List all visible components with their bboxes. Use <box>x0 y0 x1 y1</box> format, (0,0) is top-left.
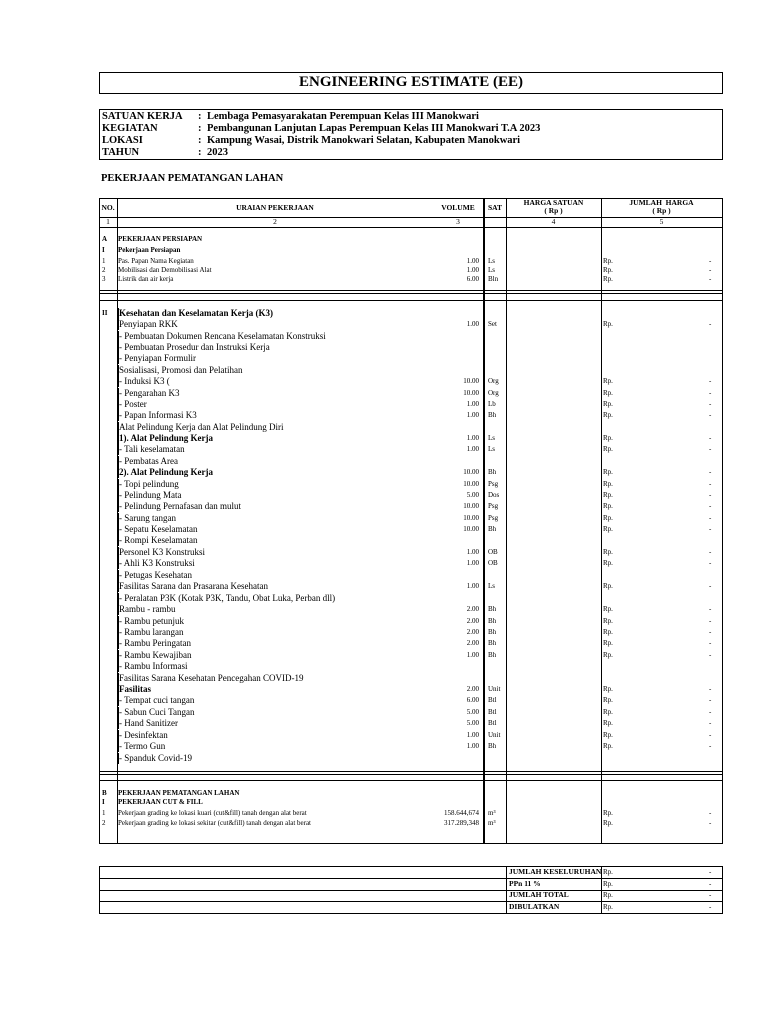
summary-amount: - <box>709 891 712 899</box>
row-volume: 317.289,348 <box>444 819 479 827</box>
row-amount: - <box>709 266 712 274</box>
row-volume: 2.00 <box>466 685 479 693</box>
row-volume: 1.00 <box>466 320 479 328</box>
row-number: 1 <box>102 257 106 265</box>
row-unit: Ls <box>488 582 495 590</box>
row-number: I <box>102 798 105 806</box>
row-description: 2). Alat Pelindung Kerja <box>119 467 213 477</box>
row-currency: Rp. <box>603 400 613 408</box>
row-unit: Bh <box>488 628 497 636</box>
row-volume: 2.00 <box>466 639 479 647</box>
summary-amount: - <box>709 879 712 888</box>
info-colon: : <box>198 123 202 134</box>
row-currency: Rp. <box>603 548 613 556</box>
row-currency: Rp. <box>603 742 613 750</box>
row-volume: 2.00 <box>466 617 479 625</box>
row-currency: Rp. <box>603 617 613 625</box>
summary-label: JUMLAH TOTAL <box>509 890 569 899</box>
info-label: KEGIATAN <box>102 123 158 134</box>
row-amount: - <box>709 320 712 328</box>
row-description: - Sepatu Keselamatan <box>119 524 198 534</box>
row-unit: Bh <box>488 651 497 659</box>
row-number: II <box>102 309 108 317</box>
row-volume: 6.00 <box>466 696 479 704</box>
header-harga-satuan: HARGA SATUAN ( Rp ) <box>523 198 584 215</box>
row-currency: Rp. <box>603 266 613 274</box>
row-volume: 1.00 <box>466 411 479 419</box>
header-divider <box>99 227 723 228</box>
section-divider <box>99 774 723 775</box>
row-unit: Btl <box>488 696 497 704</box>
row-volume: 1.00 <box>466 548 479 556</box>
row-amount: - <box>709 628 712 636</box>
row-unit: Bh <box>488 525 497 533</box>
row-description: - Pengarahan K3 <box>119 388 180 398</box>
row-volume: 1.00 <box>466 400 479 408</box>
row-description: - Penyiapan Formulir <box>119 353 196 363</box>
row-currency: Rp. <box>603 605 613 613</box>
column-divider <box>506 198 507 844</box>
row-volume: 2.00 <box>466 628 479 636</box>
row-amount: - <box>709 651 712 659</box>
row-currency: Rp. <box>603 719 613 727</box>
header-jumlah-harga: JUMLAH HARGA ( Rp ) <box>629 198 694 215</box>
header-uraian: URAIAN PEKERJAAN <box>236 203 314 212</box>
row-currency: Rp. <box>603 491 613 499</box>
row-description: - Rambu larangan <box>119 627 184 637</box>
row-unit: Ls <box>488 266 495 274</box>
row-currency: Rp. <box>603 582 613 590</box>
row-amount: - <box>709 605 712 613</box>
row-currency: Rp. <box>603 514 613 522</box>
row-currency: Rp. <box>603 639 613 647</box>
row-volume: 158.644,674 <box>444 809 479 817</box>
info-value: Kampung Wasai, Distrik Manokwari Selatan, Kabupaten Manokwari <box>207 135 521 146</box>
row-unit: Ls <box>488 445 495 453</box>
row-unit: Bh <box>488 742 497 750</box>
row-description: Fasilitas <box>119 684 152 694</box>
row-currency: Rp. <box>603 468 613 476</box>
row-volume: 10.00 <box>463 525 479 533</box>
row-description: Kesehatan dan Keselamatan Kerja (K3) <box>119 308 273 318</box>
summary-amount: - <box>709 868 712 876</box>
summary-border-top <box>99 866 723 867</box>
row-currency: Rp. <box>603 819 613 827</box>
row-description: Listrik dan air kerja <box>118 275 174 283</box>
table-border-left <box>99 198 100 844</box>
row-number: I <box>102 246 105 254</box>
summary-border-bottom <box>99 913 723 914</box>
row-description: - Rambu petunjuk <box>119 616 184 626</box>
info-value: Pembangunan Lanjutan Lapas Perempuan Kelas III Manokwari T.A 2023 <box>207 123 541 134</box>
row-amount: - <box>709 525 712 533</box>
row-description: - Pembuatan Prosedur dan Instruksi Kerja <box>119 342 270 352</box>
row-amount: - <box>709 719 712 727</box>
info-label: TAHUN <box>102 147 140 158</box>
row-number: 2 <box>102 266 106 274</box>
header-volume: VOLUME <box>441 203 475 212</box>
row-amount: - <box>709 445 712 453</box>
summary-label: JUMLAH KESELURUHAN <box>509 867 602 876</box>
info-label: SATUAN KERJA <box>102 111 183 122</box>
row-currency: Rp. <box>603 559 613 567</box>
row-currency: Rp. <box>603 320 613 328</box>
info-colon: : <box>198 135 202 146</box>
row-unit: Psg <box>488 480 499 488</box>
row-description: - Desinfektan <box>119 730 168 740</box>
row-description: - Sabun Cuci Tangan <box>119 707 195 717</box>
row-amount: - <box>709 731 712 739</box>
row-unit: OB <box>488 548 498 556</box>
row-amount: - <box>709 685 712 693</box>
row-volume: 1.00 <box>466 266 479 274</box>
row-unit: Lb <box>488 400 496 408</box>
row-description: - Poster <box>119 399 147 409</box>
row-description: - Pelindung Mata <box>119 490 182 500</box>
row-unit: Ls <box>488 434 495 442</box>
section-divider <box>99 780 723 781</box>
row-amount: - <box>709 480 712 488</box>
row-description: - Ahli K3 Konstruksi <box>119 558 195 568</box>
row-amount: - <box>709 389 712 397</box>
row-amount: - <box>709 708 712 716</box>
section-divider <box>99 293 723 294</box>
section-title: PEKERJAAN PEMATANGAN LAHAN <box>101 173 284 184</box>
row-volume: 1.00 <box>466 445 479 453</box>
row-amount: - <box>709 434 712 442</box>
row-amount: - <box>709 559 712 567</box>
row-number: B <box>102 789 107 797</box>
summary-currency: Rp. <box>603 868 613 876</box>
row-description: Pekerjaan Persiapan <box>118 246 181 254</box>
header-index-3: 3 <box>456 217 460 226</box>
row-amount: - <box>709 617 712 625</box>
row-unit: Bh <box>488 468 497 476</box>
row-currency: Rp. <box>603 651 613 659</box>
row-currency: Rp. <box>603 809 613 817</box>
row-number: 2 <box>102 819 106 827</box>
row-amount: - <box>709 548 712 556</box>
row-description: Penyiapan RKK <box>119 319 178 329</box>
summary-currency: Rp. <box>603 902 613 911</box>
row-amount: - <box>709 411 712 419</box>
row-amount: - <box>709 491 712 499</box>
row-amount: - <box>709 696 712 704</box>
row-volume: 10.00 <box>463 377 479 385</box>
header-sat: SAT <box>487 203 503 212</box>
project-info <box>99 109 723 160</box>
row-description: - Pembatas Area <box>119 456 178 466</box>
header-no: NO. <box>101 203 115 212</box>
row-unit: Org <box>488 377 499 385</box>
row-unit: Bln <box>488 275 499 283</box>
row-amount: - <box>709 639 712 647</box>
row-description: 1). Alat Pelindung Kerja <box>119 433 213 443</box>
info-value: 2023 <box>207 147 228 158</box>
info-colon: : <box>198 147 202 158</box>
row-unit: Bh <box>488 639 497 647</box>
row-description: - Papan Informasi K3 <box>119 410 197 420</box>
summary-amount: - <box>709 902 712 911</box>
summary-currency: Rp. <box>603 891 613 899</box>
row-currency: Rp. <box>603 389 613 397</box>
row-description: Pas. Papan Nama Kegiatan <box>118 257 194 265</box>
row-unit: m³ <box>488 819 496 827</box>
row-volume: 1.00 <box>466 559 479 567</box>
row-unit: Set <box>488 320 497 328</box>
section-divider <box>99 771 723 772</box>
row-currency: Rp. <box>603 275 613 283</box>
row-currency: Rp. <box>603 731 613 739</box>
row-description: - Rambu Informasi <box>119 661 188 671</box>
summary-row-divider <box>99 890 723 891</box>
row-amount: - <box>709 400 712 408</box>
row-volume: 10.00 <box>463 468 479 476</box>
summary-label: PPn 11 % <box>509 878 541 888</box>
row-volume: 1.00 <box>466 582 479 590</box>
row-volume: 10.00 <box>463 502 479 510</box>
row-number: 1 <box>102 809 106 817</box>
row-amount: - <box>709 257 712 265</box>
row-description: - Rompi Keselamatan <box>119 535 198 545</box>
row-description: - Pelindung Pernafasan dan mulut <box>119 501 241 511</box>
row-currency: Rp. <box>603 445 613 453</box>
row-unit: Bh <box>488 411 497 419</box>
row-currency: Rp. <box>603 257 613 265</box>
row-description: - Petugas Kesehatan <box>119 570 192 580</box>
table-border-bottom <box>99 843 723 844</box>
row-description: PEKERJAAN PEMATANGAN LAHAN <box>118 789 240 797</box>
row-unit: Psg <box>488 502 499 510</box>
info-value: Lembaga Pemasyarakatan Perempuan Kelas III Manokwari <box>207 111 479 122</box>
row-unit: Btl <box>488 719 497 727</box>
document-title: ENGINEERING ESTIMATE (EE) <box>99 72 723 94</box>
row-currency: Rp. <box>603 628 613 636</box>
row-currency: Rp. <box>603 708 613 716</box>
row-volume: 1.00 <box>466 742 479 750</box>
row-description: - Tali keselamatan <box>119 444 185 454</box>
row-amount: - <box>709 819 712 827</box>
row-volume: 10.00 <box>463 389 479 397</box>
row-amount: - <box>709 742 712 750</box>
row-unit: Unit <box>488 731 501 739</box>
row-currency: Rp. <box>603 434 613 442</box>
row-currency: Rp. <box>603 502 613 510</box>
row-volume: 1.00 <box>466 257 479 265</box>
row-description: - Rambu Kewajiban <box>119 650 192 660</box>
row-unit: Org <box>488 389 499 397</box>
row-number: A <box>102 235 108 243</box>
row-volume: 5.00 <box>466 708 479 716</box>
row-currency: Rp. <box>603 696 613 704</box>
row-description: Rambu - rambu <box>119 604 176 614</box>
row-description: Pekerjaan grading ke lokasi kuari (cut&fill) tanah dengan alat berat <box>118 809 307 817</box>
row-amount: - <box>709 377 712 385</box>
row-unit: m³ <box>488 809 496 817</box>
row-currency: Rp. <box>603 480 613 488</box>
header-index-1: 1 <box>106 217 110 226</box>
row-description: Sosialisasi, Promosi dan Pelatihan <box>119 365 243 375</box>
row-volume: 2.00 <box>466 605 479 613</box>
column-divider <box>484 198 485 844</box>
header-index-2: 2 <box>273 217 277 226</box>
row-description: Pekerjaan grading ke lokasi sekitar (cut&fill) tanah dengan alat berat <box>118 819 312 827</box>
row-unit: OB <box>488 559 498 567</box>
row-description: - Induksi K3 ( <box>119 376 170 386</box>
row-currency: Rp. <box>603 377 613 385</box>
row-unit: Btl <box>488 708 497 716</box>
row-volume: 10.00 <box>463 480 479 488</box>
section-divider <box>99 290 723 291</box>
row-currency: Rp. <box>603 411 613 419</box>
section-divider <box>99 300 723 301</box>
row-unit: Dos <box>488 491 500 499</box>
summary-row-divider <box>99 878 723 879</box>
row-amount: - <box>709 809 712 817</box>
row-description: Mobilisasi dan Demobilisasi Alat <box>118 266 212 274</box>
row-volume: 10.00 <box>463 514 479 522</box>
info-label: LOKASI <box>102 135 143 146</box>
row-description: - Spanduk Covid-19 <box>119 753 192 763</box>
row-unit: Bh <box>488 617 497 625</box>
summary-currency: Rp. <box>603 879 613 888</box>
row-volume: 5.00 <box>466 719 479 727</box>
row-description: - Rambu Peringatan <box>119 638 191 648</box>
row-description: Personel K3 Konstruksi <box>119 547 205 557</box>
row-description: Alat Pelindung Kerja dan Alat Pelindung Diri <box>119 422 284 432</box>
summary-row-divider <box>99 901 723 902</box>
row-amount: - <box>709 275 712 283</box>
row-amount: - <box>709 502 712 510</box>
row-description: PEKERJAAN PERSIAPAN <box>118 235 203 243</box>
row-description: - Pembuatan Dokumen Rencana Keselamatan Konstruksi <box>119 331 326 341</box>
row-currency: Rp. <box>603 525 613 533</box>
row-description: Fasilitas Sarana Kesehatan Pencegahan COVID-19 <box>119 673 304 683</box>
row-unit: Unit <box>488 685 501 693</box>
column-divider <box>601 198 602 844</box>
row-description: - Termo Gun <box>119 741 166 751</box>
row-volume: 5.00 <box>466 491 479 499</box>
row-volume: 1.00 <box>466 651 479 659</box>
row-description: - Sarung tangan <box>119 513 176 523</box>
row-amount: - <box>709 514 712 522</box>
summary-label: DIBULATKAN <box>509 901 560 911</box>
row-volume: 6.00 <box>466 275 479 283</box>
estimate-table <box>99 198 723 844</box>
info-colon: : <box>198 111 202 122</box>
row-number: 3 <box>102 275 106 283</box>
row-description: - Topi pelindung <box>119 479 179 489</box>
summary-block <box>99 866 723 914</box>
row-currency: Rp. <box>603 685 613 693</box>
row-description: PEKERJAAN CUT & FILL <box>118 798 203 806</box>
row-description: - Tempat cuci tangan <box>119 695 195 705</box>
table-border-right <box>722 198 723 844</box>
header-index-4: 4 <box>551 217 556 226</box>
row-volume: 1.00 <box>466 731 479 739</box>
row-volume: 1.00 <box>466 434 479 442</box>
row-amount: - <box>709 468 712 476</box>
row-unit: Psg <box>488 514 499 522</box>
row-amount: - <box>709 582 712 590</box>
row-description: Fasilitas Sarana dan Prasarana Kesehatan <box>119 581 268 591</box>
row-description: - Peralatan P3K (Kotak P3K, Tandu, Obat Luka, Perban dll) <box>119 593 336 603</box>
header-index-5: 5 <box>659 217 664 226</box>
row-description: - Hand Sanitizer <box>119 718 178 728</box>
row-unit: Ls <box>488 257 495 265</box>
row-unit: Bh <box>488 605 497 613</box>
